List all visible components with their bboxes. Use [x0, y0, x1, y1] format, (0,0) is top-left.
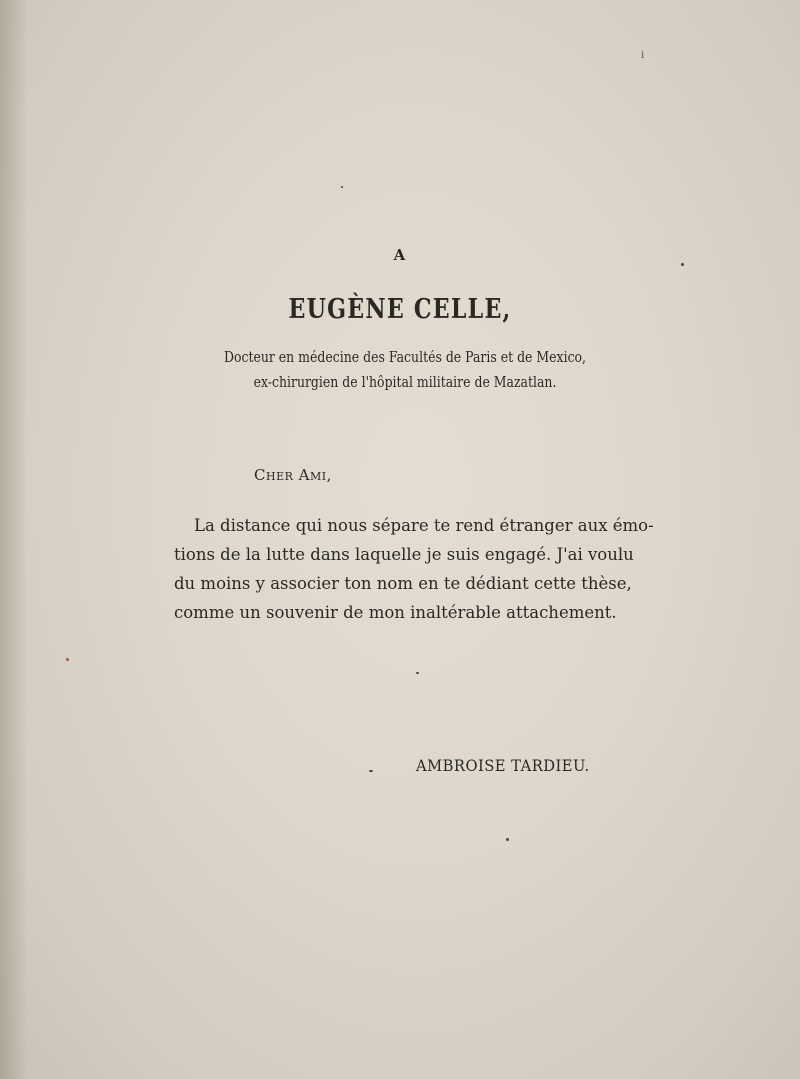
binding-shadow: [0, 0, 28, 1079]
page-mark: ⅰ: [641, 50, 645, 61]
paper-speck: [416, 672, 419, 674]
paper-speck: [681, 263, 684, 266]
paper-speck: [369, 770, 373, 772]
letter-signature: AMBROISE TARDIEU.: [416, 756, 590, 775]
paper-speck: [341, 186, 343, 188]
paper-speck: [506, 838, 509, 841]
dedicatee-name: EUGÈNE CELLE,: [288, 294, 512, 325]
letter-line: du moins y associer ton nom en te dédiant cette thèse,: [174, 574, 632, 593]
letter-line: comme un souvenir de mon inaltérable attachement.: [174, 603, 617, 622]
letter-line: tions de la lutte dans laquelle je suis engagé. J'ai voulu: [174, 545, 634, 564]
dedicatee-title-line-2: ex-chirurgien de l'hôpital militaire de Mazatlan.: [253, 375, 557, 391]
paper-speck: [66, 658, 69, 661]
dedication-prefix: A: [393, 246, 407, 264]
letter-salutation: Cher Ami,: [254, 466, 332, 484]
dedicatee-title-line-1: Docteur en médecine des Facultés de Paris et de Mexico,: [223, 350, 587, 366]
letter-line: La distance qui nous sépare te rend étranger aux émo-: [194, 516, 654, 535]
